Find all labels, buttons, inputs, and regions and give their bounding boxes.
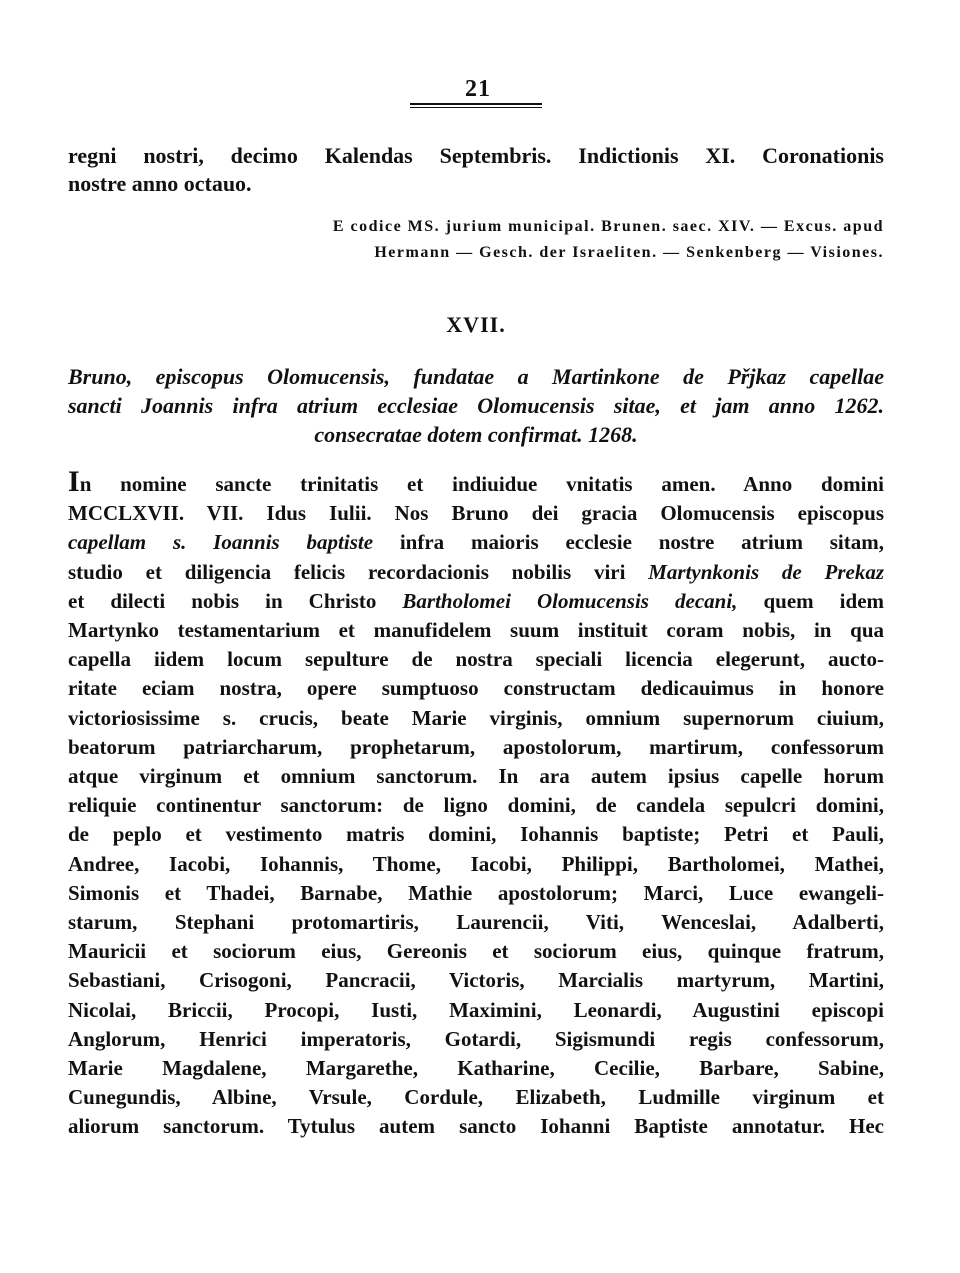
body-line: Mauricii et sociorum eius, Gereonis et sociorum eius, quinque fratrum, bbox=[68, 939, 884, 964]
body-line: Nicolai, Briccii, Procopi, Iusti, Maximini, Leonardi, Augustini episcopi bbox=[68, 997, 884, 1022]
body-line bbox=[68, 467, 884, 499]
body-line: beatorum patriarcharum, prophetarum, apostolorum, martirum, confessorum bbox=[68, 734, 884, 759]
regest-line: Bruno, episcopus Olomucensis, fundatae a Martinkone de Přjkaz capellae bbox=[68, 364, 884, 389]
body-line: starum, Stephani protomartiris, Laurencii, Viti, Wenceslai, Adalberti, bbox=[68, 910, 884, 935]
regest bbox=[68, 362, 884, 449]
body-line bbox=[68, 528, 884, 557]
document-number: XVII. bbox=[446, 312, 506, 337]
body-line: reliquie continentur sanctorum: de ligno domini, de candela sepulcri domini, bbox=[68, 793, 884, 818]
body-line bbox=[68, 558, 884, 587]
body-line: atque virginum et omnium sanctorum. In ara autem ipsius capelle horum bbox=[68, 764, 884, 789]
regest-line: sancti Joannis infra atrium ecclesiae Olomucensis sitae, et jam anno 1262. bbox=[68, 393, 884, 418]
body-line-text: n nomine sancte trinitatis et indiuidue vnitatis amen. Anno domini bbox=[79, 472, 884, 496]
body-line: Anglorum, Henrici imperatoris, Gotardi, Sigismundi regis confessorum, bbox=[68, 1026, 884, 1051]
regest-line: consecratae dotem confirmat. 1268. bbox=[314, 422, 638, 447]
source-note-line: Hermann — Gesch. der Israeliten. — Senkenberg — Visiones. bbox=[374, 244, 884, 261]
body-line: MCCLXVII. VII. Idus Iulii. Nos Bruno dei gracia Olomucensis episcopus bbox=[68, 501, 884, 526]
body-line: Andree, Iacobi, Iohannis, Thome, Iacobi, Philippi, Bartholomei, Mathei, bbox=[68, 851, 884, 876]
body-line: Marie Magdalene, Margarethe, Katharine, Cecilie, Barbare, Sabine, bbox=[68, 1056, 884, 1081]
body-line: Simonis et Thadei, Barnabe, Mathie apostolorum; Marci, Luce ewangeli- bbox=[68, 880, 884, 905]
page-number-rule-thin bbox=[410, 107, 542, 108]
body-line: Cunegundis, Albine, Vrsule, Cordule, Elizabeth, Ludmille virginum et bbox=[68, 1085, 884, 1110]
continuation-paragraph bbox=[68, 142, 884, 198]
body-line: victoriosissime s. crucis, beate Marie virginis, omnium supernorum ciuium, bbox=[68, 705, 884, 730]
body-line: Martynko testamentarium et manufidelem suum instituit coram nobis, in qua bbox=[68, 618, 884, 643]
body-line: aliorum sanctorum. Tytulus autem sancto Iohanni Baptiste annotatur. Hec bbox=[68, 1114, 884, 1139]
page-number: 21 bbox=[465, 76, 491, 102]
source-note-line: E codice MS. jurium municipal. Brunen. saec. XIV. — Excus. apud bbox=[332, 218, 884, 235]
body-line-text: quem idem bbox=[737, 588, 885, 613]
italic-phrase: Martynkonis de Prekaz bbox=[648, 559, 884, 584]
body-line-text: studio et diligencia felicis recordacionis nobilis viri bbox=[68, 559, 649, 584]
source-note bbox=[68, 214, 884, 266]
body-line-text: infra maioris ecclesie nostre atrium sitam, bbox=[373, 530, 884, 555]
charter-text bbox=[68, 467, 884, 1142]
continuation-line: nostre anno octauo. bbox=[68, 171, 252, 196]
initial-letter: I bbox=[68, 465, 80, 498]
body-line: Sebastiani, Crisogoni, Pancracii, Victoris, Marcialis martyrum, Martini, bbox=[68, 968, 884, 993]
continuation-line: regni nostri, decimo Kalendas Septembris. Indictionis XI. Coronationis bbox=[68, 143, 884, 168]
body-line-text: et dilecti nobis in Christo bbox=[68, 588, 403, 613]
body-line bbox=[68, 587, 884, 616]
page bbox=[68, 0, 884, 1273]
italic-phrase: capellam s. Ioannis baptiste bbox=[68, 530, 374, 555]
body-line: de peplo et vestimento matris domini, Iohannis baptiste; Petri et Pauli, bbox=[68, 822, 884, 847]
italic-phrase: Bartholomei Olomucensis decani, bbox=[402, 588, 738, 613]
body-line: ritate eciam nostra, opere sumptuoso constructam dedicauimus in honore bbox=[68, 676, 884, 701]
body-line: capella iidem locum sepulture de nostra speciali licencia elegerunt, aucto- bbox=[68, 647, 884, 672]
page-number-rule bbox=[410, 103, 542, 105]
